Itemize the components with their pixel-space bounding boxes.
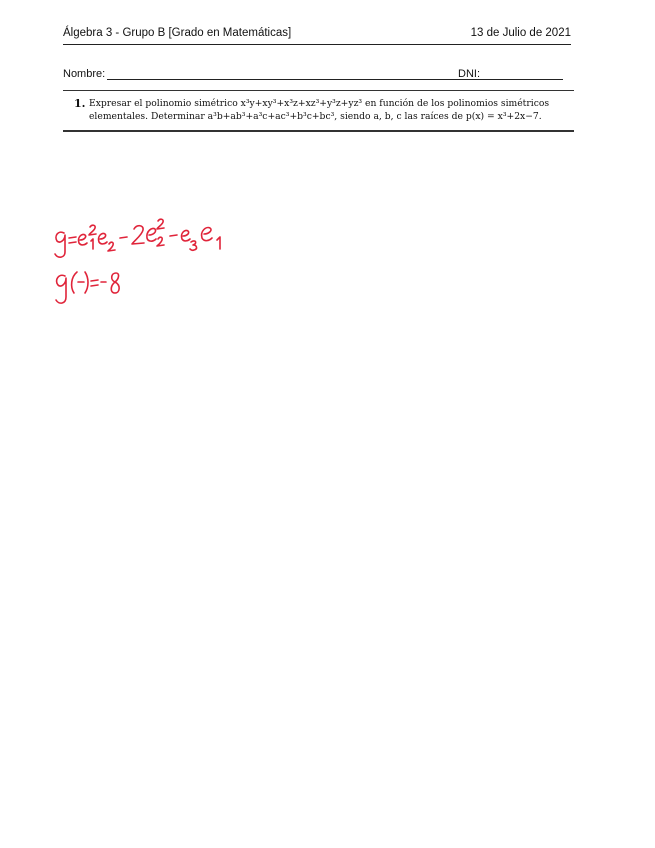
dni-label: DNI:	[458, 68, 480, 80]
header-divider	[63, 44, 571, 45]
question-line-1: Expresar el polinomio simétrico x³y+xy³+x³z+xz³+y³z+yz³ en función de los polinomios simétricos	[89, 98, 550, 109]
exam-date: 13 de Julio de 2021	[470, 27, 571, 39]
question-top-rule	[63, 90, 574, 91]
course-title: Álgebra 3 - Grupo B [Grado en Matemáticas]	[63, 27, 292, 39]
handwritten-answer	[40, 200, 270, 315]
handwritten-line-1	[55, 219, 220, 257]
student-info-row	[63, 68, 571, 82]
handwritten-line-2	[56, 272, 119, 303]
name-field-line	[107, 79, 488, 80]
question-statement	[89, 97, 569, 123]
name-label: Nombre:	[63, 68, 106, 80]
question-line-2: elementales. Determinar a³b+ab³+a³c+ac³+b³c+bc³, siendo a, b, c las raíces de p(x) = x³+2x−7.	[89, 111, 542, 122]
page-header	[63, 27, 571, 43]
question-bottom-rule	[63, 130, 574, 132]
dni-field-line	[483, 79, 563, 80]
question-number: 1.	[74, 97, 86, 110]
